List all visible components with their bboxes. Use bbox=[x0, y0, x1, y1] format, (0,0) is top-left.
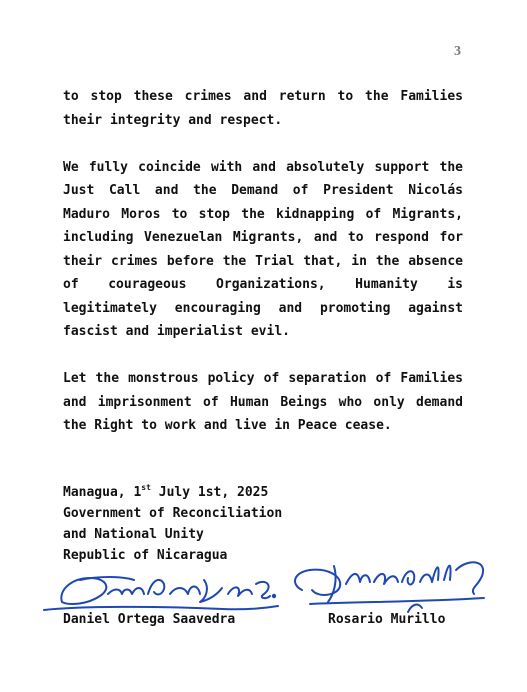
signoff-place: Managua, 1 bbox=[63, 485, 142, 500]
signer-name-murillo: Rosario Murillo bbox=[328, 612, 446, 627]
signoff-ordinal: st bbox=[141, 483, 151, 492]
signature-ortega bbox=[38, 566, 288, 616]
signoff-date: July 1st, 2025 bbox=[150, 485, 269, 500]
signer-name-ortega: Daniel Ortega Saavedra bbox=[63, 612, 236, 627]
signoff-block bbox=[63, 482, 282, 566]
signoff-unity: and National Unity bbox=[63, 527, 204, 542]
signoff-date-line bbox=[63, 482, 282, 503]
page-number: 3 bbox=[454, 44, 461, 59]
paragraph-continuation: to stop these crimes and return to the Families their integrity and respect. bbox=[63, 89, 463, 128]
signoff-government: Government of Reconciliation bbox=[63, 506, 283, 521]
paragraph-policy: Let the monstrous policy of separation of Families and imprisonment of Human Beings who only demand the Right to work and live in Peace cease. bbox=[63, 371, 463, 433]
paragraph-support: We fully coincide with and absolutely support the Just Call and the Demand of President Nicolás Maduro Moros to stop the kidnapping of Migrants, including Venezuelan Migrants, and to respond for their crimes before the Trial that, in the absence of courageous Organizations, Humanity is legitimately encouraging and promoting against fascist and imperialist evil. bbox=[63, 159, 463, 339]
letter-body bbox=[63, 85, 463, 461]
signoff-republic: Republic of Nicaragua bbox=[63, 548, 228, 563]
